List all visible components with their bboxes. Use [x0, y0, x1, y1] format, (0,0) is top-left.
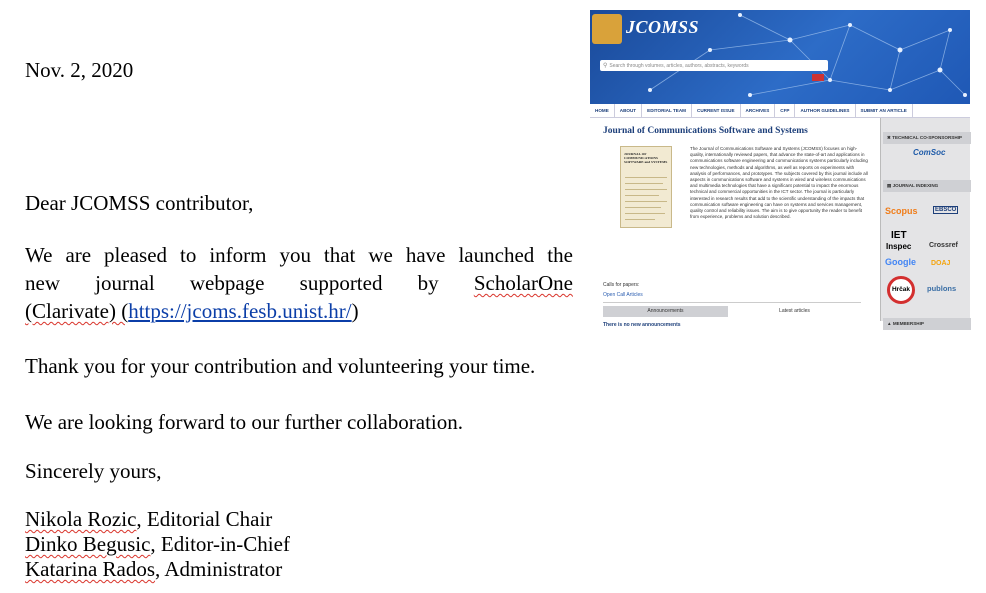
paragraph-word: We — [25, 243, 53, 267]
crossref-logo[interactable]: Crossref — [929, 242, 958, 249]
sidebar-heading-indexing: ▤ JOURNAL INDEXING — [883, 180, 971, 192]
paragraph-word: have — [405, 243, 446, 267]
collaboration-paragraph: We are looking forward to our further collaboration. — [25, 410, 463, 434]
journal-webpage-link[interactable]: https://jcoms.fesb.unist.hr/ — [128, 299, 352, 323]
hrcak-logo[interactable]: Hrčak — [887, 276, 915, 304]
journal-cover-image — [620, 146, 672, 228]
google-logo[interactable]: Google — [885, 257, 916, 267]
nav-archives[interactable]: ARCHIVES — [741, 104, 776, 118]
journal-description: The Journal of Communications Software and Systems (JCOMSS) focuses on high-quality, internationally reviewed papers, that advance the state-of-art and applications in communications software engineering and communications systems particularly including new technologies, methods and algorithms, as well as reports on experiments with analysis of performances, and prototypes. The subjects covered by this journal include all aspects in communications software and systems in wired and wireless communications and multimedia technologies that have a significant potential to impact the enormous technical and commercial opportunities in the ICT sector. The journal is particularly interested in research results that add to the scientific understanding of the impacts that communication software engineering can have on systems and services management, quality control and reliability issues. The aim is to give opportunity the reader to benefit from experience, problems and solution described. — [690, 146, 868, 220]
journal-title: Journal of Communications Software and Systems — [603, 126, 808, 136]
sidebar-heading-label: JOURNAL INDEXING — [892, 183, 939, 188]
signature-name: Dinko Begusic — [25, 532, 151, 556]
paragraph-word: we — [368, 243, 393, 267]
signature-name: Katarina Rados — [25, 557, 156, 581]
clarivate-text: (Clarivate) ( — [25, 299, 129, 323]
paragraph-word: the — [547, 243, 573, 267]
paragraph-word: to — [180, 243, 197, 267]
language-flag-icon[interactable] — [812, 74, 824, 81]
paragraph-word: that — [323, 243, 356, 267]
scopus-logo[interactable]: Scopus — [885, 206, 918, 216]
calls-label: Calls for papers: — [603, 282, 640, 288]
doaj-logo[interactable]: DOAJ — [931, 260, 951, 267]
paragraph-word: you — [279, 243, 311, 267]
nav-cfp[interactable]: CFP — [775, 104, 795, 118]
nav-editorial-team[interactable]: EDITORIAL TEAM — [642, 104, 692, 118]
nav-submit-article[interactable]: SUBMIT AN ARTICLE — [856, 104, 913, 118]
nav-home[interactable]: HOME — [590, 104, 615, 118]
signature-block — [25, 507, 290, 582]
paragraph-word: new — [25, 271, 60, 295]
thanks-paragraph: Thank you for your contribution and volunteering your time. — [25, 354, 536, 378]
sidebar-heading-membership: ▲ MEMBERSHIP — [883, 318, 971, 330]
cover-rule — [625, 177, 667, 178]
sidebar-heading-label: TECHNICAL CO-SPONSORSHIP — [892, 135, 962, 140]
signature-role: , Editor-in-Chief — [150, 532, 290, 556]
sidebar-heading-label: MEMBERSHIP — [892, 321, 924, 326]
website-screenshot — [590, 10, 970, 328]
paragraph-word: by — [417, 271, 439, 295]
cover-rule — [625, 219, 655, 220]
paragraph-word: ScholarOne — [473, 271, 573, 295]
nav-about[interactable]: ABOUT — [615, 104, 642, 118]
salutation: Dear JCOMSS contributor, — [25, 191, 254, 215]
cover-rule — [625, 195, 659, 196]
signature-role: , Administrator — [155, 557, 283, 581]
signature-line — [25, 532, 290, 557]
iet-logo[interactable]: IET — [891, 230, 907, 241]
signature-name: Nikola Rozic — [25, 507, 137, 531]
site-main — [590, 118, 880, 328]
paragraph-line-1 — [25, 241, 573, 269]
no-announcements-text: There is no new announcements — [603, 322, 681, 328]
tab-latest-articles[interactable]: Latest articles — [779, 308, 810, 314]
paragraph-word: journal — [95, 271, 155, 295]
divider — [603, 302, 861, 303]
cover-title: JOURNAL OF COMMUNICATIONS SOFTWARE and SYSTEMS — [624, 152, 668, 164]
nav-author-guidelines[interactable]: AUTHOR GUIDELINES — [795, 104, 855, 118]
logo-mark — [592, 14, 622, 44]
cover-rule — [625, 189, 667, 190]
site-sidebar — [880, 118, 970, 326]
signature-role: , Editorial Chair — [136, 507, 273, 531]
paragraph-word: webpage — [189, 271, 265, 295]
closing-paren: ) — [351, 299, 359, 323]
tab-announcements[interactable]: Announcements — [603, 306, 728, 317]
sidebar-heading-technical: ✖ TECHNICAL CO-SPONSORSHIP — [883, 132, 971, 144]
paragraph-word: pleased — [104, 243, 168, 267]
signature-line — [25, 507, 290, 532]
paragraph-word: inform — [209, 243, 267, 267]
ebsco-logo[interactable]: EBSCO — [935, 207, 957, 213]
paragraph-word: supported — [299, 271, 383, 295]
paragraph-line-3 — [25, 297, 573, 325]
open-call-link[interactable]: Open Call Articles — [603, 292, 643, 298]
letter-date: Nov. 2, 2020 — [25, 58, 134, 82]
comsoc-logo[interactable]: ComSoc — [913, 148, 946, 157]
publons-logo[interactable]: publons — [927, 284, 957, 293]
cover-rule — [625, 201, 667, 202]
closing-line: Sincerely yours, — [25, 459, 162, 483]
announcement-paragraph — [25, 241, 573, 325]
paragraph-word: are — [65, 243, 92, 267]
site-banner — [590, 10, 970, 104]
search-icon: ⚲ — [603, 62, 608, 69]
search-placeholder: Search through volumes, articles, authors, abstracts, keywords — [609, 62, 749, 69]
cover-rule — [625, 213, 665, 214]
search-input[interactable] — [600, 60, 828, 71]
nav-current-issue[interactable]: CURRENT ISSUE — [692, 104, 741, 118]
site-nav — [590, 104, 970, 118]
signature-line — [25, 557, 290, 582]
cover-rule — [625, 207, 661, 208]
inspec-logo[interactable]: Inspec — [886, 242, 912, 251]
paragraph-line-2 — [25, 269, 573, 297]
site-logo[interactable]: JCOMSS — [626, 17, 700, 37]
cover-rule — [625, 183, 663, 184]
paragraph-word: launched — [458, 243, 535, 267]
